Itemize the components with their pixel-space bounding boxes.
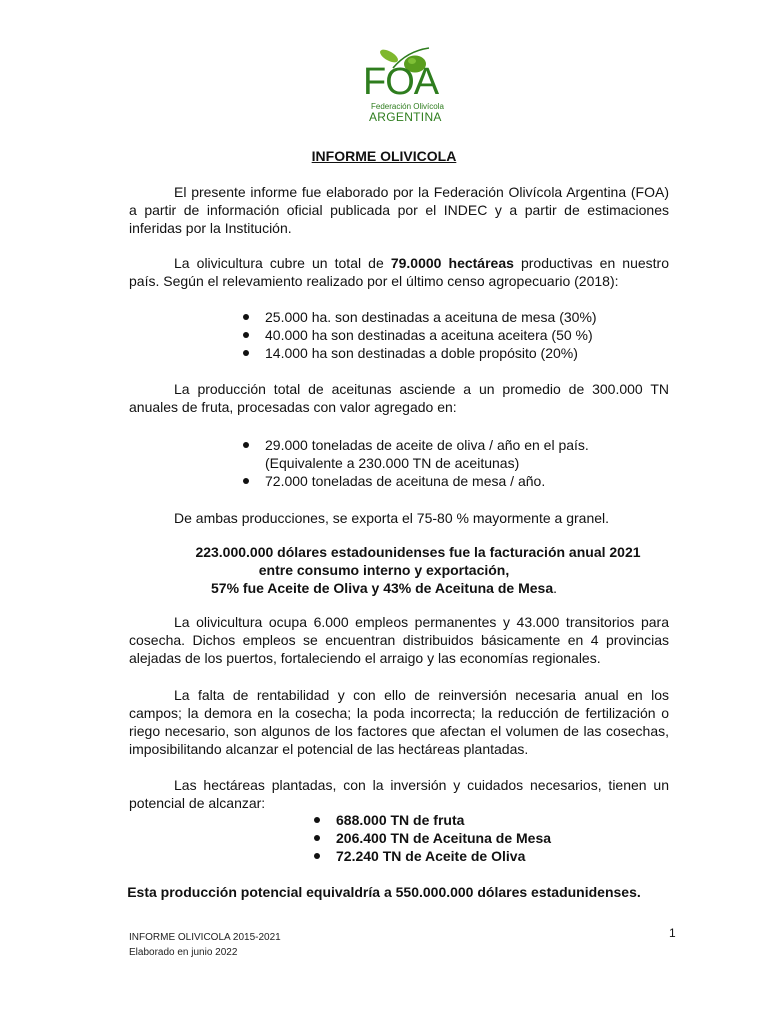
revenue-line-3: 57% fue Aceite de Oliva y 43% de Aceituna de Mesa. (211, 580, 557, 596)
revenue-line-2: entre consumo interno y exportación, (258, 562, 510, 578)
revenue-line-1: 223.000.000 dólares estadounidenses fue la facturación anual 2021 (195, 544, 641, 560)
list-item: 72.000 toneladas de aceituna de mesa / año. (243, 472, 589, 490)
bullet-icon (243, 350, 249, 356)
intro-paragraph: El presente informe fue elaborado por la Federación Olivícola Argentina (FOA) a partir de información oficial publicada por el INDEC y a partir de estimaciones inferidas por la Institución. (129, 184, 669, 236)
hectares-text-before: La olivicultura cubre un total de (174, 255, 391, 271)
logo-line2: ARGENTINA (369, 110, 442, 124)
hectares-breakdown-list (243, 308, 597, 362)
footer (129, 930, 281, 960)
logo-mark: FOA (363, 61, 439, 103)
potential-paragraph: Las hectáreas plantadas, con la inversión y cuidados necesarios, tienen un potencial de alcanzar: (129, 777, 669, 811)
list-item: 14.000 ha son destinadas a doble propósito (20%) (243, 344, 597, 362)
production-paragraph: La producción total de aceitunas asciende a un promedio de 300.000 TN anuales de fruta, procesadas con valor agregado en: (129, 381, 669, 415)
list-item: 72.240 TN de Aceite de Oliva (314, 847, 551, 865)
list-item: 688.000 TN de fruta (314, 811, 551, 829)
list-item: 206.400 TN de Aceituna de Mesa (314, 829, 551, 847)
hectares-total: 79.0000 hectáreas (390, 255, 514, 271)
factors-paragraph: La falta de rentabilidad y con ello de reinversión necesaria anual en los campos; la demora en la cosecha; la poda incorrecta; la reducción de fertilización o riego necesario, son algunos de los factores que afectan el volumen de las cosechas, imposibilitando alcanzar el potencial de las hectáreas plantadas. (129, 687, 669, 757)
bullet-icon (314, 817, 320, 823)
list-item: 40.000 ha son destinadas a aceituna aceitera (50 %) (243, 326, 597, 344)
hectares-paragraph (129, 254, 669, 290)
logo-line1: Federación Olivícola (371, 102, 444, 111)
page-number: 1 (669, 926, 676, 940)
export-paragraph: De ambas producciones, se exporta el 75-80 % mayormente a granel. (174, 510, 610, 526)
foa-logo (363, 46, 453, 128)
bullet-icon (243, 478, 249, 484)
employment-paragraph: La olivicultura ocupa 6.000 empleos permanentes y 43.000 transitorios para cosecha. Dichos empleos se encuentran distribuidos básicamente en 4 provincias alejadas de los puertos, fortaleciendo el arraigo y las economías regionales. (129, 614, 669, 666)
conclusion: Esta producción potencial equivaldría a 550.000.000 dólares estadunidenses. (127, 884, 641, 900)
footer-line-1: INFORME OLIVICOLA 2015-2021 (129, 932, 281, 943)
potential-list (314, 811, 551, 865)
bullet-icon (243, 442, 249, 448)
footer-line-2: Elaborado en junio 2022 (129, 947, 238, 958)
bullet-icon (314, 853, 320, 859)
bullet-icon (243, 314, 249, 320)
document-title: INFORME OLIVICOLA (311, 148, 457, 164)
production-list (243, 436, 589, 490)
bullet-icon (314, 835, 320, 841)
bullet-icon (243, 332, 249, 338)
hectares-text-after: productivas en nuestro país. Según el relevamiento realizado por el último censo agropecuario (2018): (129, 255, 670, 289)
list-item: 29.000 toneladas de aceite de oliva / año en el país. (Equivalente a 230.000 TN de aceitunas) (243, 436, 589, 472)
list-item: 25.000 ha. son destinadas a aceituna de mesa (30%) (243, 308, 597, 326)
